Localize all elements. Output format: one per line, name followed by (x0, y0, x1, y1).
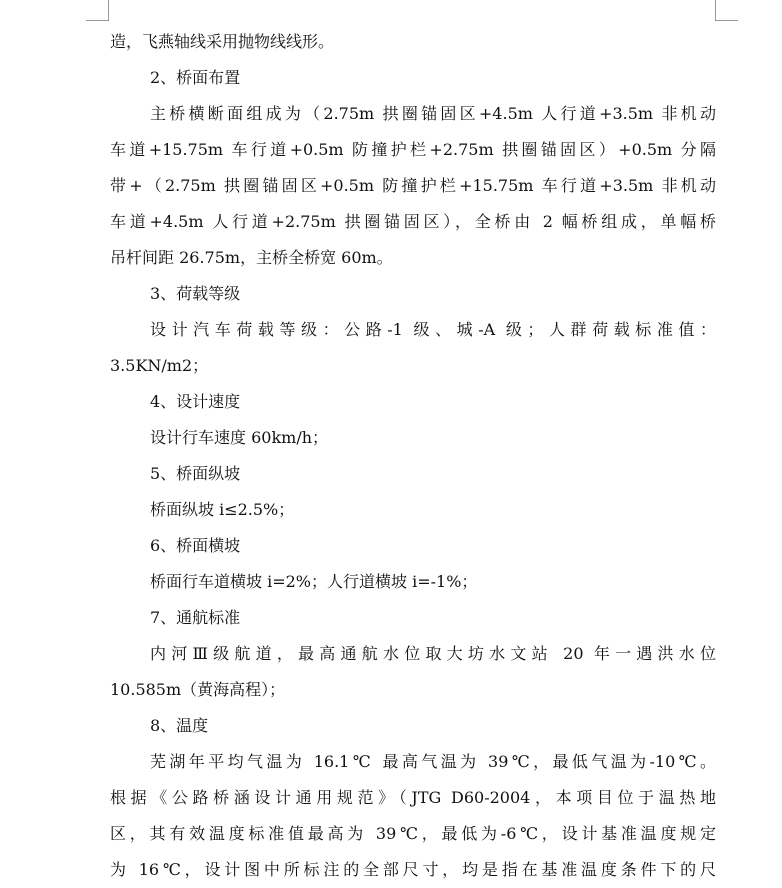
section-heading-longitudinal-slope: 5、桥面纵坡 (150, 464, 241, 483)
paragraph-line: 芜湖年平均气温为 16.1℃ 最高气温为 39℃，最低气温为-10℃。 (150, 752, 716, 771)
section-heading-design-speed: 4、设计速度 (150, 392, 241, 411)
page-corner-mark-left (86, 0, 109, 21)
section-heading-temperature: 8、温度 (150, 716, 209, 735)
paragraph-line: 桥面纵坡 i≤2.5%； (150, 500, 295, 519)
paragraph-line: 车道+4.5m 人行道+2.75m 拱圈锚固区），全桥由 2 幅桥组成，单幅桥 (110, 212, 716, 231)
paragraph-line: 10.585m（黄海高程）； (110, 680, 286, 699)
paragraph-line: 根据《公路桥涵设计通用规范》（JTG D60-2004，本项目位于温热地 (110, 788, 716, 807)
paragraph-line: 设计汽车荷载等级：公路-1 级、城-A 级；人群荷载标准值： (150, 320, 716, 339)
paragraph-line: 为 16℃，设计图中所标注的全部尺寸，均是指在基准温度条件下的尺 (110, 860, 716, 879)
paragraph-line: 3.5KN/m2； (110, 356, 209, 375)
paragraph-line: 带+（2.75m 拱圈锚固区+0.5m 防撞护栏+15.75m 车行道+3.5m 非机动 (110, 176, 716, 195)
paragraph-line: 车道+15.75m 车行道+0.5m 防撞护栏+2.75m 拱圈锚固区）+0.5m 分隔 (110, 140, 716, 159)
paragraph-line: 桥面行车道横坡 i=2%；人行道横坡 i=-1%； (150, 572, 478, 591)
section-heading-navigation-standard: 7、通航标准 (150, 608, 241, 627)
section-heading-load-grade: 3、荷载等级 (150, 284, 241, 303)
section-heading-deck-layout: 2、桥面布置 (150, 68, 241, 87)
page-corner-mark-right (715, 0, 738, 21)
paragraph-line: 设计行车速度 60km/h； (150, 428, 329, 447)
paragraph-line: 内河Ⅲ级航道，最高通航水位取大坊水文站 20 年一遇洪水位 (150, 644, 716, 663)
paragraph-line: 造，飞燕轴线采用抛物线线形。 (110, 32, 335, 51)
document-body (110, 24, 716, 888)
section-heading-cross-slope: 6、桥面横坡 (150, 536, 241, 555)
paragraph-line: 吊杆间距 26.75m，主桥全桥宽 60m。 (110, 248, 393, 267)
paragraph-line: 主桥横断面组成为（2.75m 拱圈锚固区+4.5m 人行道+3.5m 非机动 (150, 104, 716, 123)
paragraph-line: 区，其有效温度标准值最高为 39℃，最低为-6℃，设计基准温度规定 (110, 824, 716, 843)
